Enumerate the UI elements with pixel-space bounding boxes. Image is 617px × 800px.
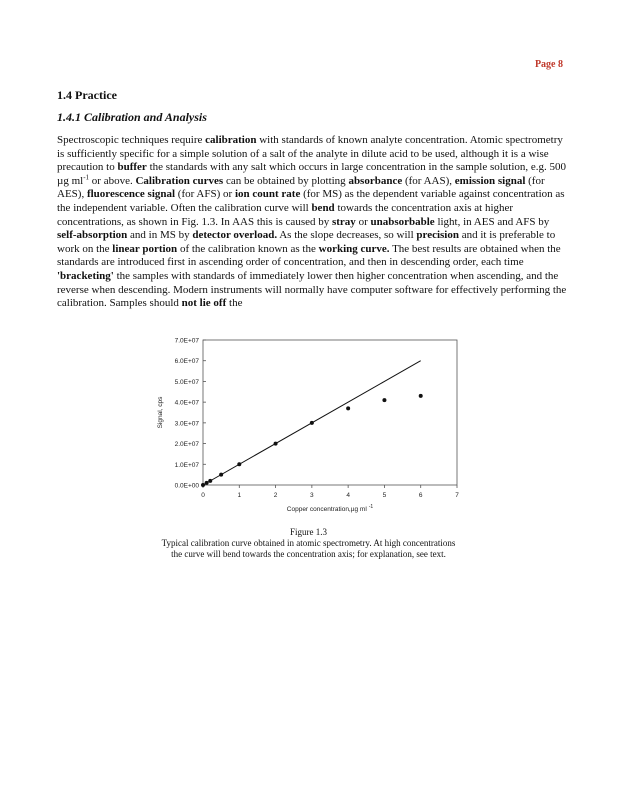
y-tick-label: 5.0E+07 (174, 378, 199, 386)
x-tick-label: 3 (310, 492, 314, 499)
x-tick-label: 2 (273, 492, 278, 499)
caption-line-2: the curve will bend towards the concentration axis; for explanation, see text. (171, 549, 446, 559)
body-paragraph: Spectroscopic techniques require calibration with standards of known analyte concentration. Atomic spectrometry is sufficiently specific for a simple solution of a salt of the analyte in dilute acid to be used, although it is a wise precaution to buffer the standards with any salt which occurs in large concentration in the sample solution, e.g. 500 µg $ml^{-1}$ or above. Calibration curves can be obtained by plotting absorbance (for AAS), emission signal (for AES), fluorescence signal (for AFS) or ion count rate (for MS) as the dependent variable against concentration as the independent variable. Often the calibration curve will bend towards the concentration axis at higher concentrations, as shown in Fig. 1.3. In AAS this is caused by stray or unabsorbable light, in AES and AFS by self-absorption and in MS by detector overload. As the slope decreases, so will precision and it is preferable to work on the linear portion of the calibration known as the working curve. The best results are obtained when the standards are introduced first in ascending order of concentration, and then in descending order, each time 'bracketing' the samples with standards of immediately lower then higher concentration when ascending, and the reverse when descending. Modern instruments will normally have computer software for effectively performing the calibration. Samples should not lie off the (57, 134, 567, 310)
data-point (274, 442, 278, 446)
data-point (208, 479, 212, 483)
x-axis-label: Copper concentration,µg ml $^{-1}$ (286, 504, 374, 513)
figure-caption (60, 527, 557, 560)
y-tick-label: 4.0E+07 (174, 399, 199, 407)
calibration-chart (148, 332, 478, 522)
y-tick-label: 3.0E+07 (174, 420, 199, 428)
data-point (205, 481, 209, 485)
y-axis-label: Signal, cps (157, 396, 164, 429)
caption-line-1: Typical calibration curve obtained in atomic spectrometry. At high concentrations (161, 538, 456, 548)
x-tick-label: 4 (346, 492, 350, 499)
data-point (201, 483, 205, 487)
y-tick-label: 6.0E+07 (174, 358, 199, 366)
x-tick-label: 6 (418, 492, 423, 499)
x-tick-label: 0 (201, 492, 205, 499)
x-tick-label: 7 (455, 492, 459, 499)
subsection-heading: 1.4.1 Calibration and Analysis (57, 110, 207, 124)
x-tick-label: 5 (382, 492, 387, 499)
y-tick-label: 7.0E+07 (174, 337, 199, 345)
data-point (346, 406, 350, 410)
data-point (219, 473, 223, 477)
data-point (382, 398, 386, 402)
section-heading: 1.4 Practice (57, 88, 117, 102)
y-tick-label: 2.0E+07 (174, 441, 199, 449)
data-point (237, 462, 241, 466)
x-tick-label: 1 (237, 492, 242, 499)
figure-label: Figure 1.3 (290, 527, 327, 537)
page-number: Page 8 (534, 59, 563, 70)
data-point (310, 421, 314, 425)
y-tick-label: 1.0E+07 (174, 461, 199, 469)
y-tick-label: 0.0E+00 (174, 482, 199, 490)
x-axis-label-superscript: -1 (368, 504, 374, 510)
data-point (419, 394, 423, 398)
